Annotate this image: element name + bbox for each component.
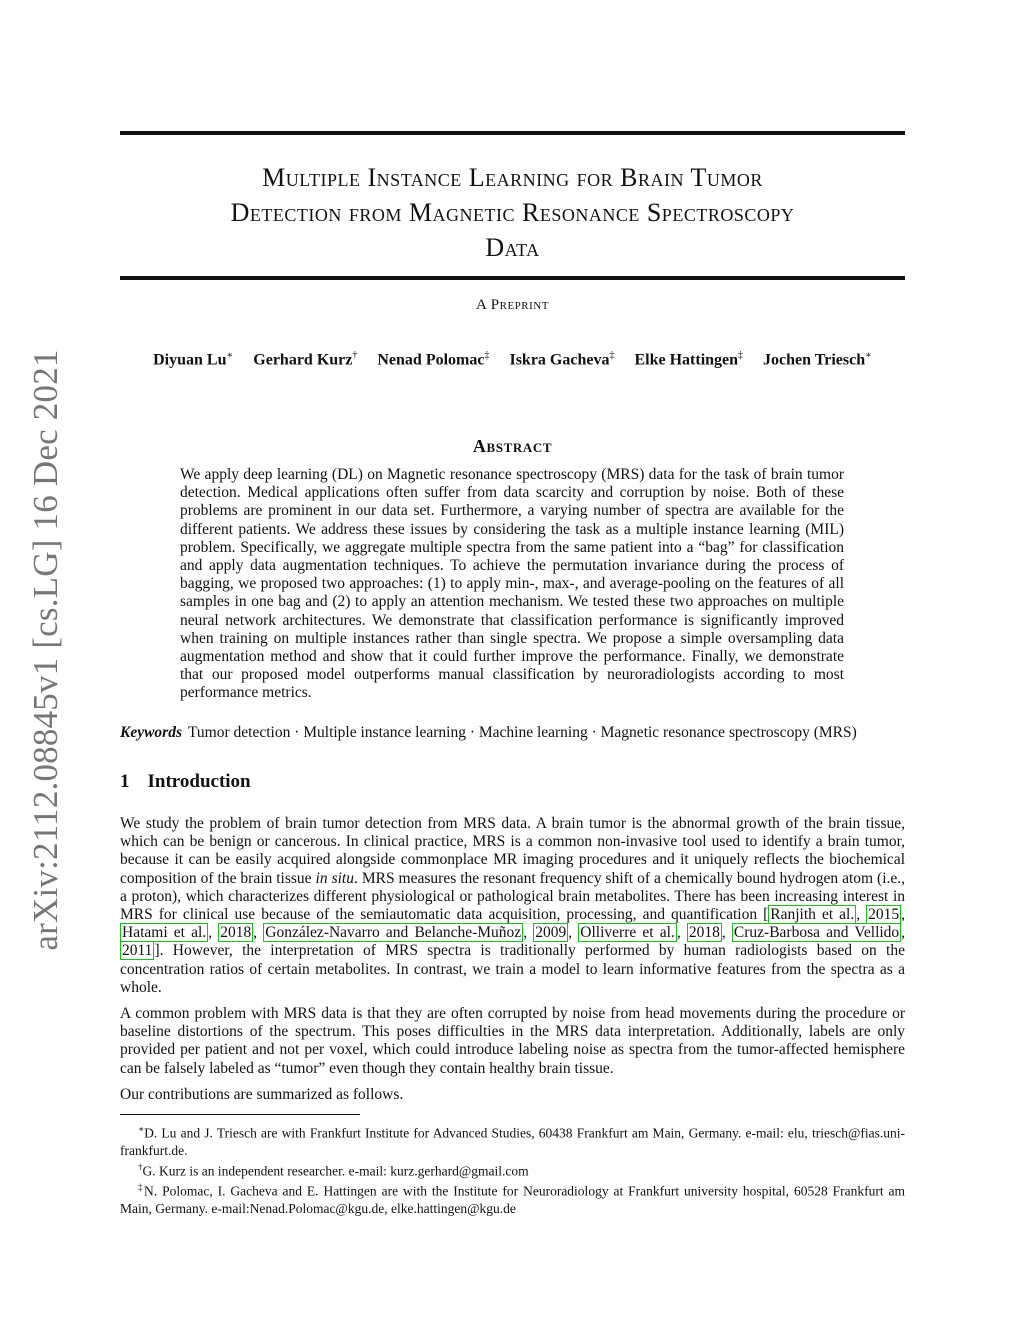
citation-link[interactable]: Ranjith et al. <box>770 906 855 924</box>
citation-link[interactable]: 2009 <box>535 924 567 942</box>
keywords-text: Tumor detection · Multiple instance learning · Machine learning · Magnetic resonance spectroscopy (MRS) <box>188 724 857 741</box>
citation-link[interactable]: 2018 <box>688 924 720 942</box>
preprint-label: A Preprint <box>476 297 549 313</box>
author-list <box>120 350 905 369</box>
intro-paragraph-3: Our contributions are summarized as follows. <box>120 1085 404 1103</box>
title-rule-top <box>120 131 905 135</box>
footnote: ‡N. Polomac, I. Gacheva and E. Hattingen are with the Institute for Neuroradiology at Frankfurt university hospital, 60528 Frankfurt am Main, Germany. e-mail:Nenad.Polomac@kgu.de, elke.hattingen@kgu.de <box>120 1182 905 1216</box>
citation-link[interactable]: Olliverre et al. <box>580 924 675 942</box>
title-line-3: Data <box>485 233 540 262</box>
footnote: †G. Kurz is an independent researcher. e-mail: kurz.gerhard@gmail.com <box>138 1161 529 1178</box>
author: Iskra Gacheva‡ <box>509 350 615 369</box>
citation-link[interactable]: Cruz-Barbosa and Vellido <box>733 924 900 942</box>
citation-link[interactable]: 2015 <box>868 906 900 924</box>
footnote-rule <box>120 1114 360 1115</box>
keywords-line <box>120 723 905 742</box>
section-number: 1 <box>120 771 130 792</box>
abstract-heading: Abstract <box>472 436 553 456</box>
abstract-body <box>180 466 844 703</box>
author: Gerhard Kurz† <box>253 350 358 369</box>
keywords-label: Keywords <box>120 724 182 741</box>
title-rule-bottom <box>120 276 905 280</box>
author: Nenad Polomac‡ <box>377 350 490 369</box>
introduction-body <box>120 815 905 1112</box>
author: Jochen Triesch∗ <box>763 350 872 369</box>
intro-paragraph-1: We study the problem of brain tumor detection from MRS data. A brain tumor is the abnormal growth of the brain tissue, which can be benign or cancerous. In clinical practice, MRS is a common non-invasive tool used to identify a brain tumor, because it can be easily acquired alongside commonplace MR imaging procedures and it uniquely reflects the biochemical composition of the brain tissue in situ. MRS measures the resonant frequency shift of a chemically bound hydrogen atom (i.e., a proton), which characterizes different physiological or pathological brain metabolites. There has been increasing interest in MRS for clinical use because of the semiautomatic data acquisition, processing, and quantification [ Ranjith et al. , 2015 , Hatami et al. , 2018 , González-Navarro and Belanche-Muñoz , 2009 , Olliverre et al. , 2018 , Cruz-Barbosa and Vellido , 2011 ]. However, the interpretation of MRS spectra is traditionally performed by human radiologists based on the concentration ratios of certain metabolites. In contrast, we train a model to learn informative features from the spectra as a whole. <box>120 815 906 996</box>
citation-link[interactable]: Hatami et al. <box>122 924 207 942</box>
section-title: Introduction <box>147 771 251 792</box>
citation-link[interactable]: 2018 <box>220 924 252 942</box>
author: Diyuan Lu∗ <box>153 350 234 369</box>
title-line-1: Multiple Instance Learning for Brain Tumor <box>262 163 763 192</box>
citation-link[interactable]: 2011 <box>122 942 153 960</box>
paper-title <box>120 160 905 265</box>
footnotes <box>120 1121 905 1217</box>
italic-term: in situ <box>315 869 354 887</box>
arxiv-stamp-text: arXiv:2112.08845v1 [cs.LG] 16 Dec 2021 <box>26 349 65 951</box>
title-line-2: Detection from Magnetic Resonance Spectroscopy <box>230 198 795 227</box>
arxiv-stamp <box>0 0 92 1325</box>
author: Elke Hattingen‡ <box>634 350 744 369</box>
abstract-text: We apply deep learning (DL) on Magnetic resonance spectroscopy (MRS) data for the task of brain tumor detection. Medical applications often suffer from data scarcity and corruption by noise. Both of these problems are prominent in our data set. Furthermore, a varying number of spectra are available for the different patients. We address these issues by considering the task as a multiple instance learning (MIL) problem. Specifically, we aggregate multiple spectra from the same patient into a “bag” for classification and apply data augmentation techniques. To achieve the permutation invariance during the process of bagging, we proposed two approaches: (1) to apply min-, max-, and average-pooling on the features of all samples in one bag and (2) to apply an attention mechanism. We tested these two approaches on multiple neural network architectures. We demonstrate that classification performance is significantly improved when training on multiple instances rather than single spectra. We propose a simple oversampling data augmentation method and show that it could further improve the performance. Finally, we demonstrate that our proposed model outperforms manual classification by neuroradiologists according to most performance metrics. <box>180 466 844 702</box>
citation-link[interactable]: González-Navarro and Belanche-Muñoz <box>265 924 522 942</box>
intro-paragraph-2: A common problem with MRS data is that they are often corrupted by noise from head movements during the procedure or baseline distortions of the spectrum. This poses difficulties in the MRS data interpretation. Additionally, labels are only provided per patient and not per voxel, which could introduce labeling noise as spectra from the tumor-affected hemisphere can be falsely labeled as “tumor” even though they contain healthy brain tissue. <box>120 1005 905 1077</box>
footnote: ∗D. Lu and J. Triesch are with Frankfurt Institute for Advanced Studies, 60438 Frankfurt am Main, Germany. e-mail: elu, triesch@fias.uni-frankfurt.de. <box>120 1124 905 1158</box>
section-heading-introduction <box>120 771 905 793</box>
